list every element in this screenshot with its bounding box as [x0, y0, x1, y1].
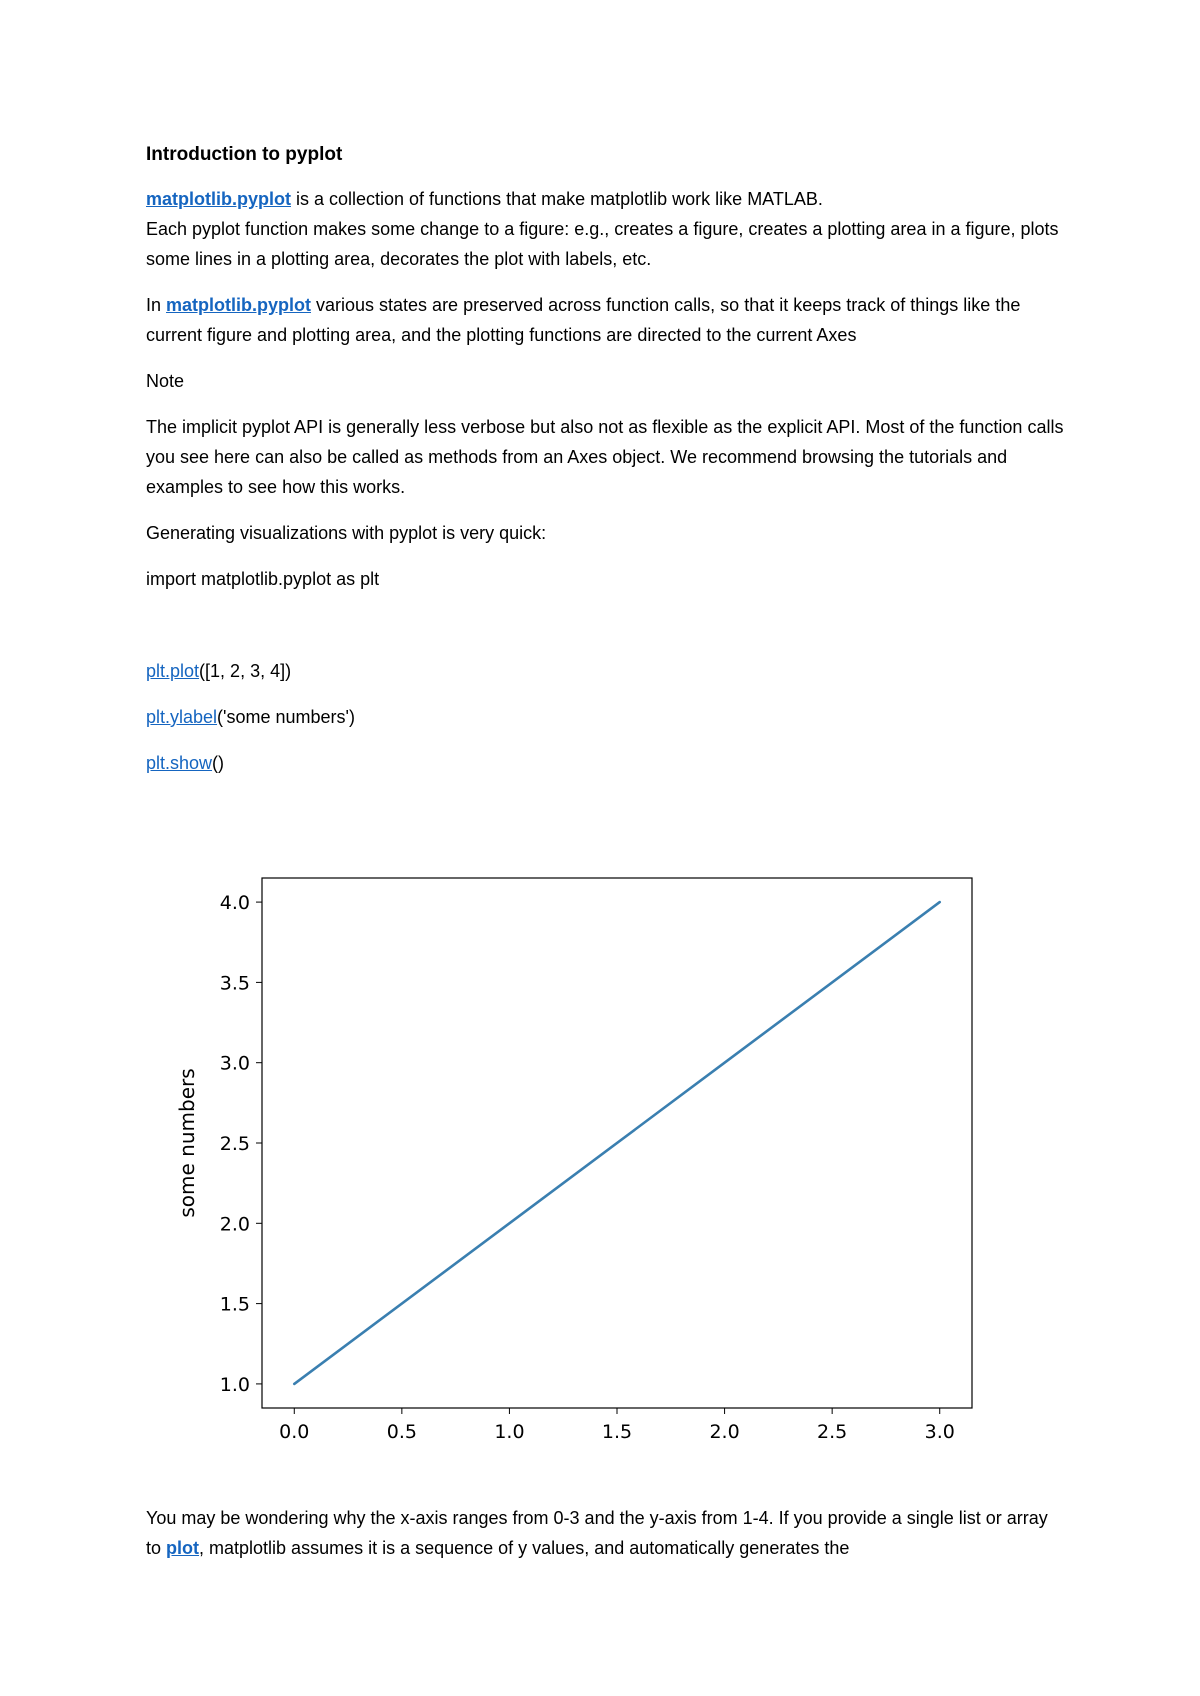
- document-body: [146, 140, 1066, 794]
- line-chart: [170, 866, 990, 1456]
- line-chart-svg: [170, 866, 990, 1456]
- paragraph-intro-line2: Each pyplot function makes some change to a figure: e.g., creates a figure, creates a plotting area in a figure, plots some lines in a plotting area, decorates the plot with labels, etc.: [146, 219, 1059, 269]
- y-tick-label: 4.0: [219, 892, 250, 915]
- y-axis-label: some numbers: [175, 1068, 199, 1218]
- paragraph-implicit-api: The implicit pyplot API is generally less verbose but also not as flexible as the explicit API. Most of the function calls you see here can also be called as methods from an Axes object. We recommend browsing the tutorials and examples to see how this works.: [146, 417, 1064, 497]
- paragraph-quick: Generating visualizations with pyplot is very quick:: [146, 523, 547, 543]
- x-tick-label: 0.5: [386, 1421, 417, 1443]
- code-ylabel: [146, 702, 1066, 732]
- link-matplotlib-pyplot[interactable]: matplotlib.pyplot: [146, 189, 291, 209]
- section-title: Introduction to pyplot: [146, 144, 343, 165]
- link-plot[interactable]: plot: [166, 1538, 200, 1558]
- paragraph-states: [146, 290, 1066, 350]
- code-plot: [146, 656, 1066, 686]
- paragraph-intro: [146, 184, 1066, 274]
- series-line-0: [294, 902, 939, 1384]
- y-tick-label: 3.0: [219, 1052, 250, 1075]
- code-show-args: (): [212, 753, 225, 773]
- paragraph-intro-text: is a collection of functions that make matplotlib work like MATLAB.: [290, 189, 823, 209]
- x-tick-label: 2.0: [709, 1421, 740, 1443]
- y-tick-label: 1.0: [219, 1373, 250, 1396]
- x-tick-label: 1.5: [601, 1421, 633, 1443]
- paragraph-states-prefix: In: [146, 295, 167, 315]
- y-tick-label: 2.5: [219, 1133, 250, 1155]
- x-tick-label: 1.0: [494, 1421, 525, 1443]
- code-import: import matplotlib.pyplot as plt: [146, 569, 380, 589]
- link-plt-ylabel[interactable]: plt.ylabel: [146, 707, 218, 727]
- blank-line: [146, 610, 1066, 656]
- link-matplotlib-pyplot-2[interactable]: matplotlib.pyplot: [166, 295, 311, 315]
- paragraph-wondering-text1: You may be wondering why the x-axis ranges from 0-3 and the y-axis from 1-4. If you provide a single list or array to: [146, 1508, 1048, 1558]
- code-plot-args: ([1, 2, 3, 4]): [199, 661, 292, 681]
- x-tick-label: 0.0: [279, 1421, 310, 1443]
- paragraph-wondering-text2: , matplotlib assumes it is a sequence of y values, and automatically generates the: [199, 1538, 850, 1558]
- y-tick-label: 1.5: [219, 1293, 250, 1316]
- paragraph-wondering: [146, 1503, 1066, 1563]
- series-group: [294, 902, 939, 1384]
- link-plt-plot[interactable]: plt.plot: [146, 661, 200, 681]
- note-label: Note: [146, 371, 185, 391]
- x-ticks: [279, 1408, 955, 1443]
- code-show: [146, 748, 1066, 778]
- link-plt-show[interactable]: plt.show: [146, 753, 213, 773]
- x-tick-label: 2.5: [817, 1421, 848, 1443]
- y-tick-label: 2.0: [219, 1213, 250, 1236]
- code-ylabel-args: ('some numbers'): [217, 707, 355, 727]
- x-tick-label: 3.0: [924, 1421, 955, 1443]
- paragraph-states-text: various states are preserved across function calls, so that it keeps track of things like the current figure and plotting area, and the plotting functions are directed to the current Axes: [146, 295, 1021, 345]
- y-tick-label: 3.5: [219, 972, 250, 995]
- y-ticks: [220, 892, 262, 1396]
